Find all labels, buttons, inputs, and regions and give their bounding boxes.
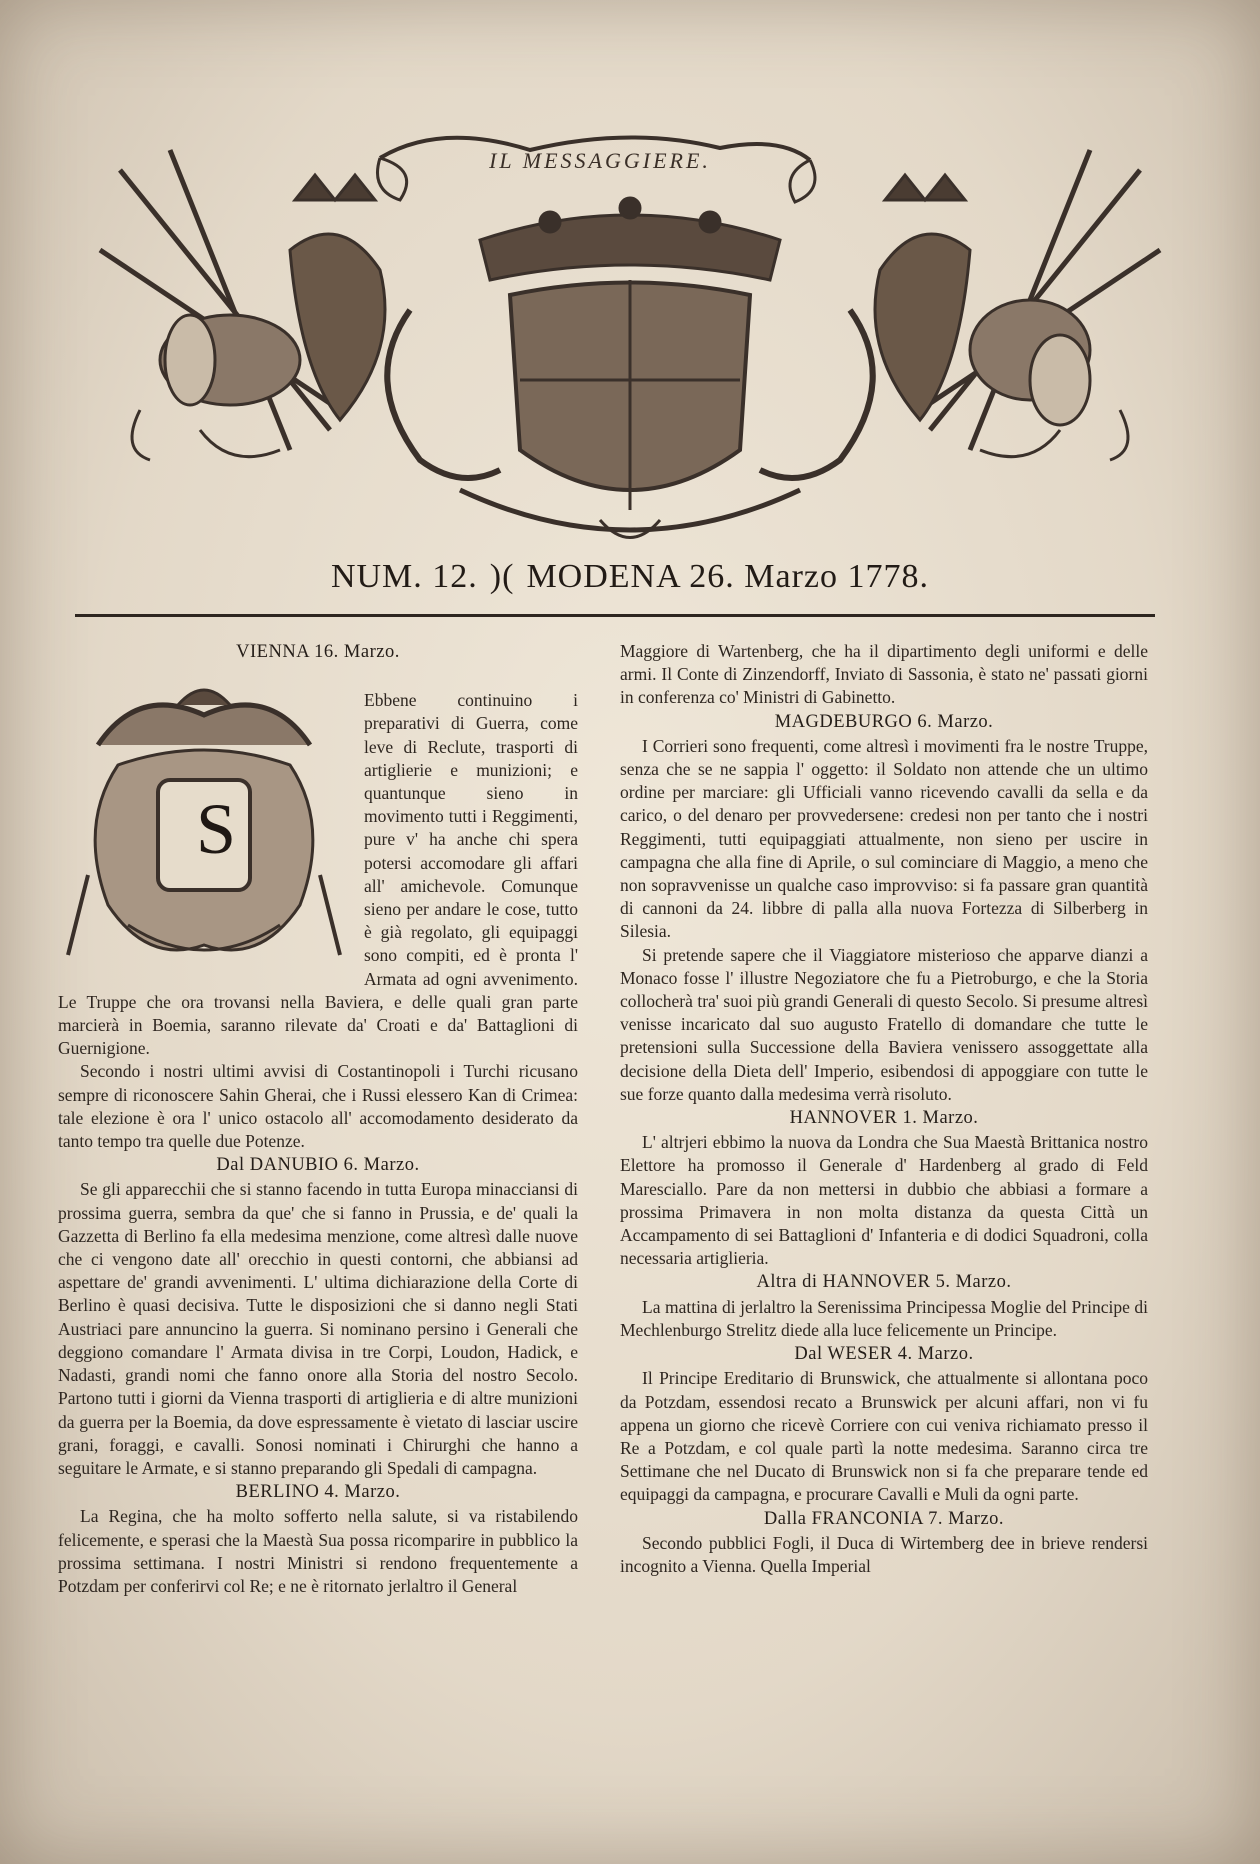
weser-paragraph-1: Il Principe Ereditario di Brunswick, che attualmente si allontana poco da Potzdam, essendosi recato a Brunswick per alcuni affari, non vi fu appena un giorno che ricevè Corriere con cui veniva richiamato presso il Re a Potzdam, e col quale partì la notte medesima. Saranno circa tre Settimane che nel Ducato di Brunswick non si fa che preparare tende ed equipaggi da campagna, e procurare Cavalli e Muli da ogni parte. — [620, 1368, 1148, 1505]
masthead-banner-text: IL MESSAGGIERE. — [489, 148, 711, 173]
hannover-heading: HANNOVER 1. Marzo. — [789, 1108, 979, 1129]
magdeburgo-heading: MAGDEBURGO 6. Marzo. — [774, 711, 994, 732]
issue-separator: )( — [489, 558, 515, 595]
issue-line — [0, 558, 1260, 596]
franconia-paragraph-1: Secondo pubblici Fogli, il Duca di Wirtemberg dee in brieve rendersi incognito a Vienna. Quella Imperial — [620, 1532, 1148, 1576]
right-column — [620, 640, 1148, 1578]
hannover-paragraph-1: L' altrjeri ebbimo la nuova da Londra che Sua Maestà Brittanica nostro Elettore ha promosso il Generale d' Hardenberg al grado di Feld Maresciallo. Pare da non mettersi in dubbio che abbiasi a formare a prossima Primavera in non molta distanza da questa Città un Accampamento di sei Battaglioni d' Infanteria e di dodici Squadroni, colla necessaria artiglieria. — [620, 1132, 1148, 1269]
issue-place-date: MODENA 26. Marzo 1778. — [526, 558, 930, 595]
berlino-paragraph-1: La Regina, che ha molto sofferto nella salute, si va ristabilendo felicemente, e sperasi che la Maestà Sua possa ricomparire in pubblico la prossima settimana. I nostri Ministri si rendono frequentemente a Potzdam per conferirvi col Re; e ne è ritornato jerlaltro il General — [58, 1506, 578, 1596]
magdeburgo-paragraph-2: Si pretende sapere che il Viaggiatore misterioso che apparve dianzi a Monaco fosse l' illustre Negoziatore che fu a Pietroburgo, e che la Storia collocherà tra' suoi più grandi Generali di questo Secolo. Si presume altresì venisse incaricato dal suo augusto Fratello di domandare che tutte le pretensioni sulla Successione della Baviera venissero assoggettate alla decisione della Dieta dell' Imperio, esibendosi di appoggiare con tutte le sue forze quanto dalla medesima verrà risoluto. — [620, 944, 1148, 1104]
dropcap-letter: S — [195, 789, 237, 870]
vienna-paragraph-1: Ebbene continuino i preparativi di Guerra, come leve di Reclute, trasporti di artiglierie e munizioni; e quantunque sieno in movimento tutti i Reggimenti, pure v' ha anche chi spera potersi accomodare gli affari all' amichevole. Comunque sieno per andare le cose, tutto è già regolato, gli equipaggi sono compiti, ed è pronta l' Armata ad ogni avvenimento. Le Truppe che ora trovansi nella Baviera, e delle quali gran parte marcierà in Boemia, saranno rilevate da' Croati e da' Battaglioni di Guernigione. — [58, 690, 578, 1059]
danubio-heading: Dal DANUBIO 6. Marzo. — [216, 1155, 420, 1176]
dropcap-ornament — [58, 675, 350, 975]
header-rule — [75, 614, 1155, 617]
danubio-paragraph-1: Se gli apparecchii che si stanno facendo in tutta Europa minacciansi di prossima guerra, sembra da que' che si fanno in Prussia, e de' quali la Gazzetta di Berlino fa ella medesima menzione, come altresì dalle nuove che ci vengono date all' orecchio in questi contorni, che abbiansi ad aspettare de' grandi avvenimenti. L' ultima dichiarazione della Corte di Berlino è quasi decisiva. Tutte le disposizioni che si danno negli Stati Austriaci pare annuncino la guerra. Si nominano persino i Generali che deggiono comandare l' Armata divisa in tre Corpi, Loudon, Hadick, e Nadasti, grandi nomi che fanno onore alla Storia del nostro Secolo. Partono tutti i giorni da Vienna trasporti di artiglieria e di altre munizioni da guerra per la Boemia, da dove espressamente è vietato di lasciar uscire grani, foraggi, e cavalli. Sonosi nominati i Chirurghi che hanno a seguitare le Armate, e si stanno preparando gli Spedali di campagna. — [58, 1179, 578, 1478]
vienna-heading: VIENNA 16. Marzo. — [236, 642, 400, 662]
altra-hannover-heading: Altra di HANNOVER 5. Marzo. — [756, 1272, 1012, 1293]
berlino-heading: BERLINO 4. Marzo. — [235, 1482, 401, 1503]
vienna-paragraph-2: Secondo i nostri ultimi avvisi di Costantinopoli i Turchi ricusano sempre di riconoscere Sahin Gherai, che i Russi elessero Kan di Crimea: tale elezione è ora l' unico ostacolo all' accomodamento desiderato da tanto tempo tra quelle due Potenze. — [58, 1061, 578, 1152]
franconia-heading: Dalla FRANCONIA 7. Marzo. — [763, 1508, 1005, 1529]
masthead-engraving — [80, 130, 1180, 560]
berlino-continuation: Maggiore di Wartenberg, che ha il dipartimento degli uniformi e delle armi. Il Conte di Zinzendorff, Inviato di Sassonia, è stato ne' passati giorni in conferenza co' Ministri di Gabinetto. — [620, 641, 1148, 708]
weser-heading: Dal WESER 4. Marzo. — [794, 1344, 974, 1365]
altra-hannover-paragraph-1: La mattina di jerlaltro la Serenissima Principessa Moglie del Principe di Mechlenburgo Strelitz diede alla luce felicemente un Principe. — [620, 1296, 1148, 1340]
left-column — [58, 640, 578, 1598]
issue-number: NUM. 12. — [330, 558, 478, 595]
magdeburgo-paragraph-1: I Corrieri sono frequenti, come altresì i movimenti fra le nostre Truppe, senza che se ne sappia l' oggetto: il Soldato non attende che un ultimo ordine per marciare: gli Ufficiali vanno ricevendo cavalli da sella e da carico, o del denaro per provvedersene: credesi non per tanto che i nostri Reggimenti, tutti equipaggiati attualmente, non sieno per uscire in campagna che alla fine di Aprile, o sul cominciare di Maggio, a meno che non sopravvenisse un qualche caso improvviso: si fa passare gran quantità di cannoni da 24. libbre di palla alla nuova Fortezza di Silberberg in Silesia. — [620, 735, 1148, 942]
